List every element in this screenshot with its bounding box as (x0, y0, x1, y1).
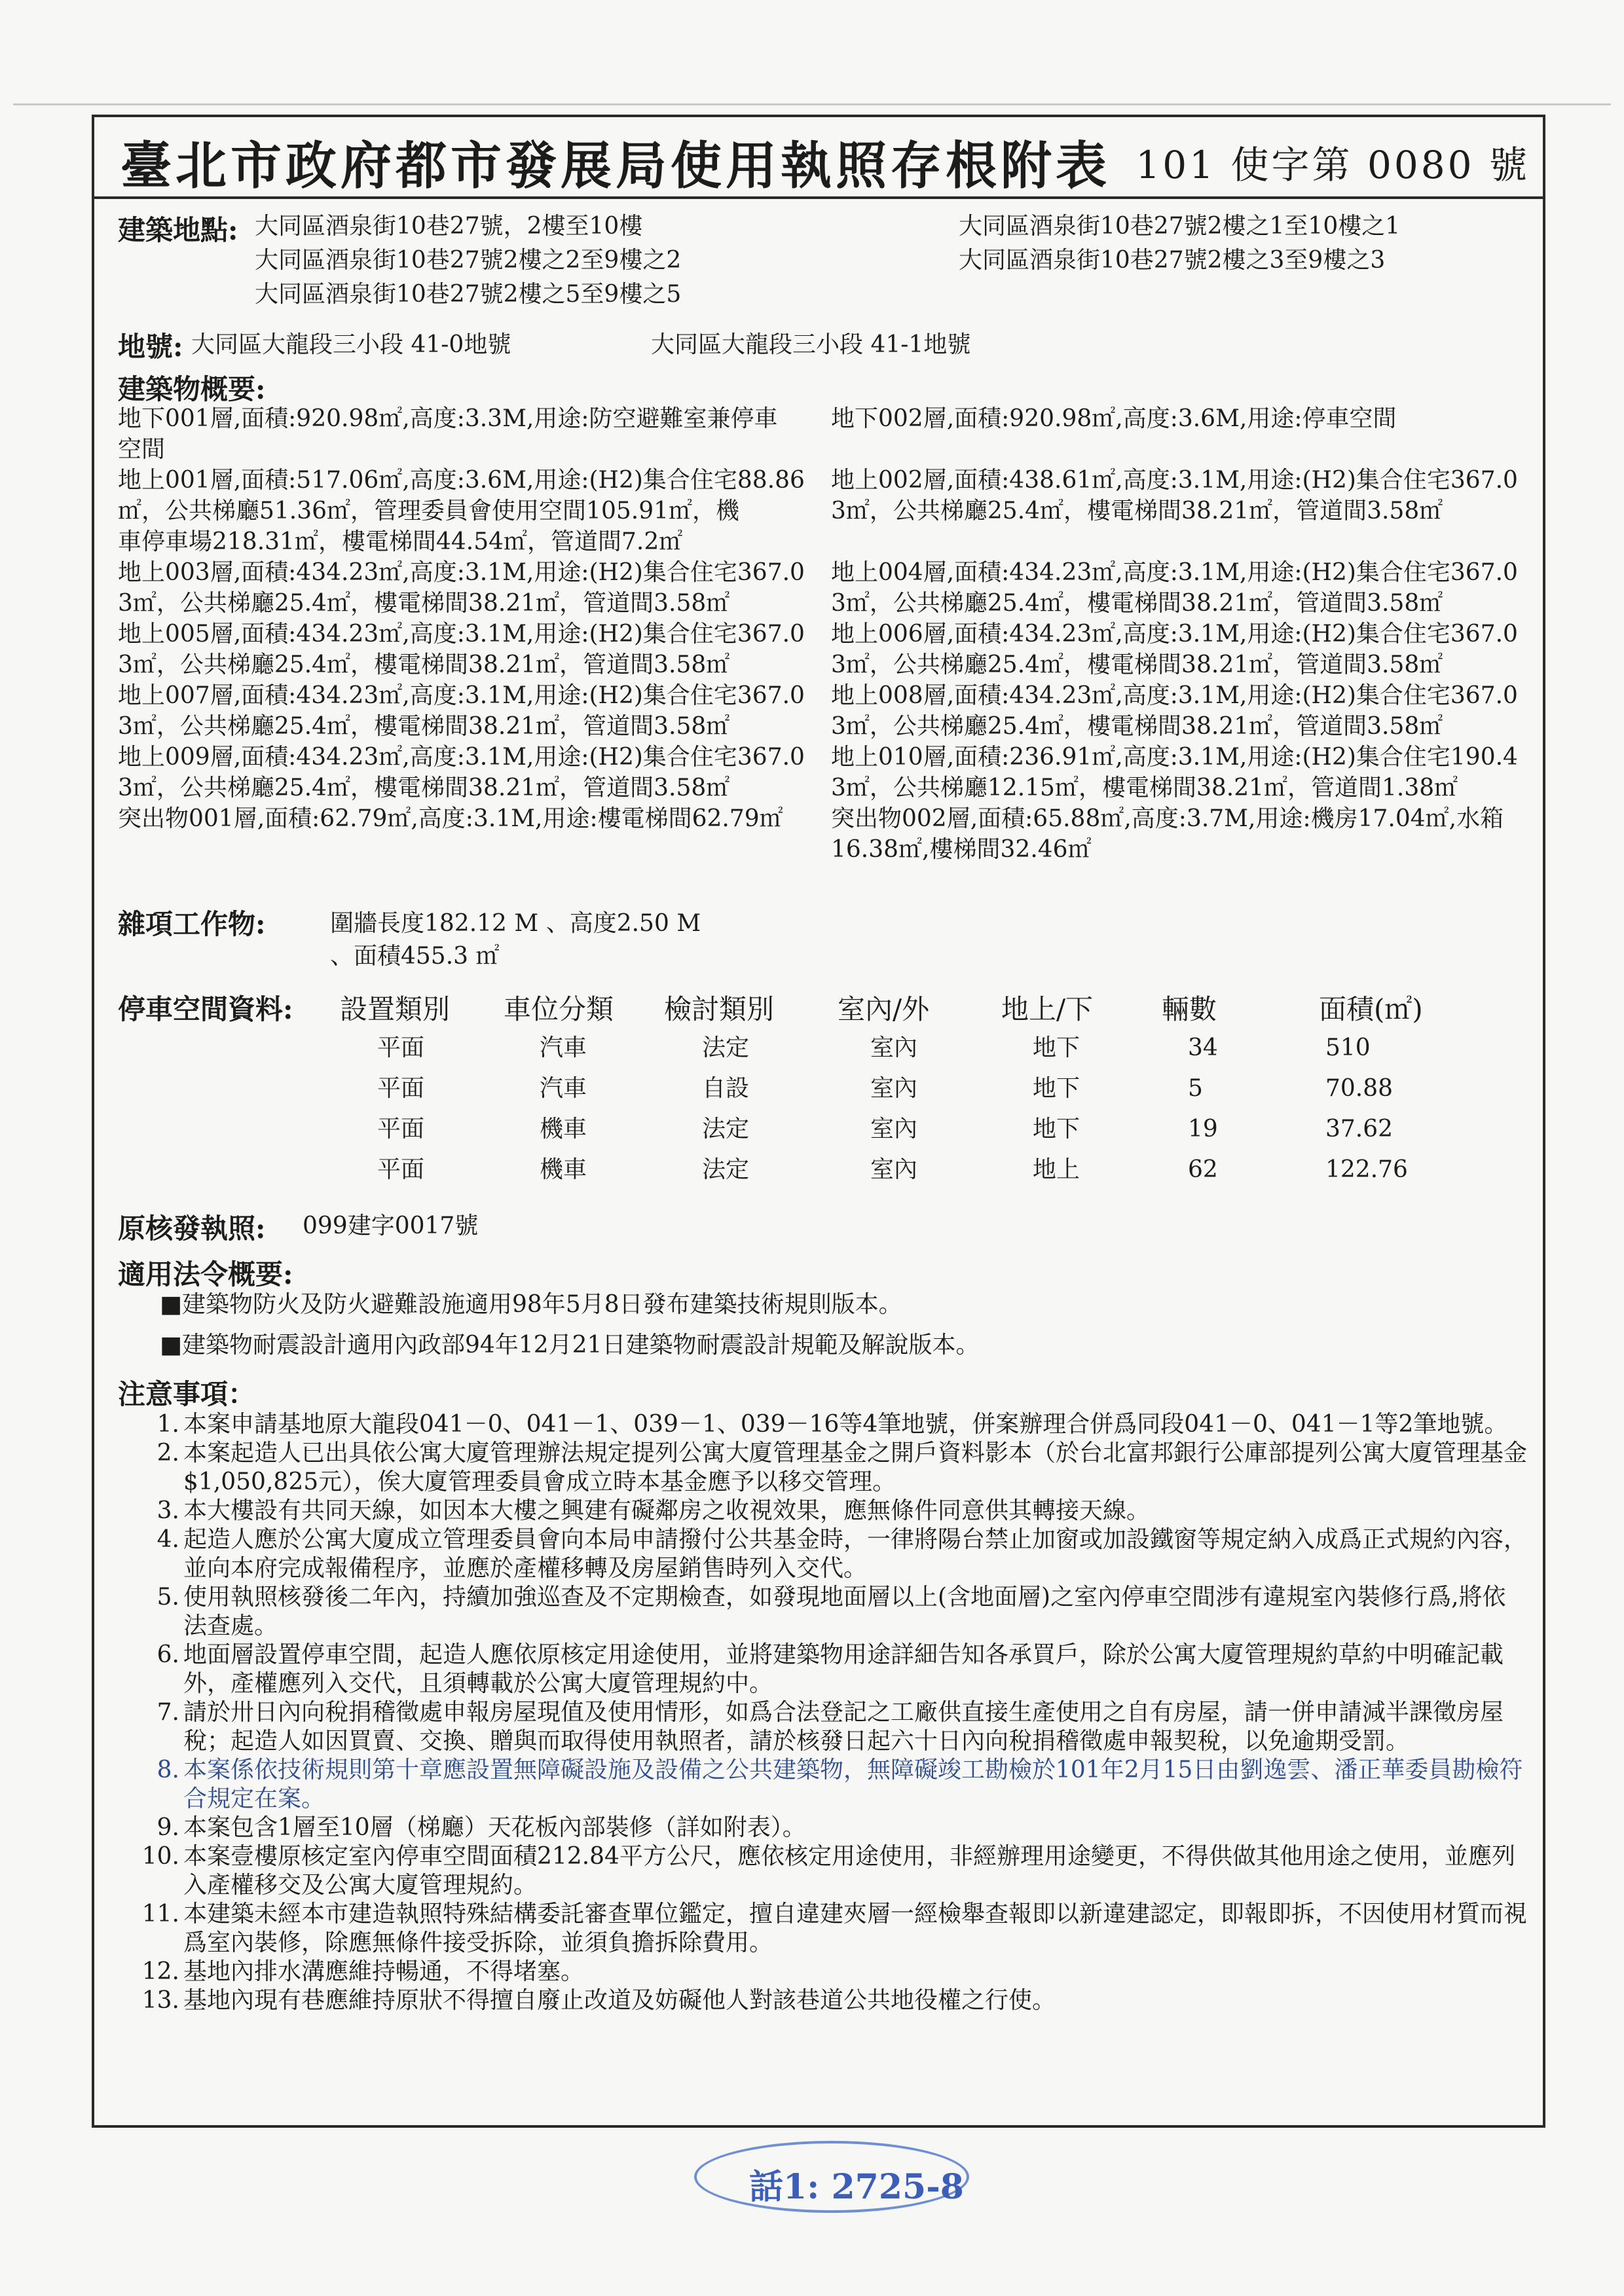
building-line: 地下002層,面積:920.98㎡,高度:3.6M,用途:停車空間 (831, 405, 1397, 432)
parking-cell: 37.62 (1325, 1116, 1393, 1142)
parking-cell: 室內 (870, 1156, 918, 1183)
building-line: 3㎡，公共梯廳25.4㎡，樓電梯間38.21㎡，管道間3.58㎡ (118, 590, 730, 617)
permit-number: 101 使字第 0080 號 (1135, 143, 1530, 187)
parking-header: 室內/外 (838, 993, 930, 1025)
list-item: 5. 使用執照核發後二年內，持續加強巡查及不定期檢查，如發現地面層以上(含地面層)之室內停車空間涉有違規室內裝修行爲,將依法查處。 (134, 1583, 1528, 1641)
building-line: 3㎡，公共梯廳25.4㎡，樓電梯間38.21㎡，管道間3.58㎡ (118, 774, 730, 801)
list-item: 11. 本建築未經本市建造執照特殊結構委託審查單位鑑定，擅自違建夾層一經檢舉查報即以新違建認定，即報即拆，不因使用材質而視爲室內裝修，除應無條件接受拆除，並須負擔拆除費用。 (141, 1901, 1528, 1956)
regulation-item: ■建築物耐震設計適用內政部94年12月21日建築物耐震設計規範及解說版本。 (160, 1332, 980, 1358)
building-line: 3㎡，公共梯廳25.4㎡，樓電梯間38.21㎡，管道間3.58㎡ (831, 713, 1443, 740)
building-line: 地上003層,面積:434.23㎡,高度:3.1M,用途:(H2)集合住宅367.0 (118, 559, 805, 586)
regulations-label: 適用法令概要: (118, 1258, 293, 1290)
lot-number: 大同區大龍段三小段 41-1地號 (651, 331, 971, 358)
list-item: 9. 本案包含1層至10層（梯廳）天花板內部裝修（詳如附表）。 (157, 1814, 806, 1841)
parking-cell: 70.88 (1325, 1075, 1393, 1102)
list-item: 3. 本大樓設有共同天線，如因本大樓之興建有礙鄰房之收視效果，應無條件同意供其轉接天線。 (157, 1497, 1151, 1524)
parking-cell: 汽車 (540, 1034, 587, 1061)
note-text: 本案係依技術規則第十章應設置無障礙設施及設備之公共建築物，無障礙竣工勘檢於101年2月15日由劉逸雲、潘正華委員勘檢符合規定在案。 (183, 1757, 1523, 1812)
parking-cell: 自設 (702, 1075, 750, 1102)
building-line: 車停車場218.31㎡，樓電梯間44.54㎡，管道間7.2㎡ (118, 528, 683, 555)
parking-header: 輛數 (1162, 993, 1217, 1025)
note-text: 基地內排水溝應維持暢通，不得堵塞。 (183, 1958, 585, 1985)
parking-cell: 62 (1188, 1156, 1218, 1183)
parking-header: 車位分類 (504, 993, 614, 1025)
misc-label: 雜項工作物: (118, 908, 266, 940)
title-bar (94, 117, 1543, 199)
original-permit-value: 099建字0017號 (303, 1212, 479, 1239)
parking-header: 面積(㎡) (1319, 993, 1423, 1025)
building-line: 3㎡，公共梯廳25.4㎡，樓電梯間38.21㎡，管道間3.58㎡ (831, 651, 1443, 678)
note-text: 本建築未經本市建造執照特殊結構委託審查單位鑑定，擅自違建夾層一經檢舉查報即以新違建認定，即報即拆，不因使用材質而視爲室內裝修，除應無條件接受拆除，並須負擔拆除費用。 (183, 1901, 1528, 1956)
parking-cell: 平面 (377, 1116, 425, 1142)
location-line: 大同區酒泉街10巷27號，2樓至10樓 (255, 213, 643, 240)
building-line: 地上010層,面積:236.91㎡,高度:3.1M,用途:(H2)集合住宅190.4 (831, 744, 1518, 771)
parking-cell: 平面 (377, 1156, 425, 1183)
parking-cell: 法定 (702, 1034, 750, 1061)
building-left-column (118, 403, 851, 834)
parking-cell: 室內 (870, 1034, 918, 1061)
parking-header: 檢討類別 (664, 993, 775, 1025)
notes-label: 注意事項： (118, 1378, 256, 1410)
note-text: 基地內現有巷應維持原狀不得擅自廢止改道及妨礙他人對該巷道公共地役權之行使。 (183, 1987, 1056, 2014)
building-line: 地下001層,面積:920.98㎡,高度:3.3M,用途:防空避難室兼停車 (118, 405, 778, 432)
location-line: 大同區酒泉街10巷27號2樓之3至9樓之3 (959, 247, 1386, 274)
parking-cell: 平面 (377, 1075, 425, 1102)
building-line (831, 434, 1538, 465)
parking-cell: 510 (1325, 1034, 1371, 1061)
building-line: 16.38㎡,樓梯間32.46㎡ (831, 836, 1092, 863)
building-line: ㎡，公共梯廳51.36㎡，管理委員會使用空間105.91㎡，機 (118, 498, 740, 524)
building-right-column (831, 403, 1538, 865)
parking-cell: 室內 (870, 1075, 918, 1102)
note-text: 地面層設置停車空間，起造人應依原核定用途使用，並將建築物用途詳細告知各承買戶，除於公寓大廈管理規約草約中明確記載外，產權應列入交代，且須轉載於公寓大廈管理規約中。 (183, 1641, 1504, 1697)
list-item: 12. 基地內排水溝應維持暢通，不得堵塞。 (141, 1958, 585, 1985)
building-line: 3㎡，公共梯廳25.4㎡，樓電梯間38.21㎡，管道間3.58㎡ (118, 651, 730, 678)
parking-cell: 地下 (1033, 1034, 1080, 1061)
note-text: 本案起造人已出具依公寓大廈管理辦法規定提列公寓大廈管理基金之開戶資料影本（於台北富邦銀行公庫部提列公寓大廈管理基金$1,050,825元），俟大廈管理委員會成立時本基金應予以移交管理。 (183, 1440, 1528, 1495)
building-line: 空間 (118, 436, 166, 463)
note-text: 本案包含1層至10層（梯廳）天花板內部裝修（詳如附表）。 (183, 1814, 806, 1841)
location-label: 建築地點: (118, 214, 238, 246)
parking-cell: 19 (1188, 1116, 1218, 1142)
building-label: 建築物概要: (118, 373, 266, 405)
note-text: 起造人應於公寓大廈成立管理委員會向本局申請撥付公共基金時，一律將陽台禁止加窗或加設鐵窗等規定納入成爲正式規約內容，並向本府完成報備程序，並應於產權移轉及房屋銷售時列入交代。 (183, 1526, 1528, 1582)
building-line: 突出物002層,面積:65.88㎡,高度:3.7M,用途:機房17.04㎡,水箱 (831, 805, 1504, 832)
lot-number: 大同區大龍段三小段 41-0地號 (191, 331, 511, 358)
parking-cell: 地上 (1033, 1156, 1080, 1183)
building-line: 3㎡，公共梯廳12.15㎡，樓電梯間38.21㎡，管道間1.38㎡ (831, 774, 1458, 801)
parking-cell: 機車 (540, 1156, 587, 1183)
location-line: 大同區酒泉街10巷27號2樓之5至9樓之5 (255, 281, 682, 308)
regulation-item: ■建築物防火及防火避難設施適用98年5月8日發布建築技術規則版本。 (160, 1291, 902, 1318)
parking-header: 設置類別 (340, 993, 451, 1025)
list-item: 7. 請於卅日內向稅捐稽徵處申報房屋現值及使用情形，如爲合法登記之工廠供直接生產使用之自有房屋，請一併申請減半課徵房屋稅；起造人如因買賣、交換、贈與而取得使用執照者，請於核發日起六十日內向稅捐稽徵處申報契稅，以免逾期受罰。 (134, 1698, 1528, 1756)
misc-line: 、面積455.3 ㎡ (330, 943, 500, 970)
parking-cell: 法定 (702, 1156, 750, 1183)
building-line: 地上008層,面積:434.23㎡,高度:3.1M,用途:(H2)集合住宅367.0 (831, 682, 1518, 709)
location-line: 大同區酒泉街10巷27號2樓之2至9樓之2 (255, 247, 682, 274)
page-stamp (694, 2141, 969, 2213)
building-line: 地上006層,面積:434.23㎡,高度:3.1M,用途:(H2)集合住宅367.0 (831, 621, 1518, 647)
parking-cell: 平面 (377, 1034, 425, 1061)
parking-cell: 室內 (870, 1116, 918, 1142)
list-item: 8. 本案係依技術規則第十章應設置無障礙設施及設備之公共建築物，無障礙竣工勘檢於101年2月15日由劉逸雲、潘正華委員勘檢符合規定在案。 (134, 1756, 1528, 1813)
parking-cell: 地下 (1033, 1116, 1080, 1142)
document-frame (92, 115, 1545, 2128)
note-text: 本大樓設有共同天線，如因本大樓之興建有礙鄰房之收視效果，應無條件同意供其轉接天線。 (183, 1497, 1151, 1524)
scan-edge-line (13, 103, 1611, 105)
lot-label: 地號: (118, 331, 183, 363)
note-text: 本案申請基地原大龍段041－0、041－1、039－1、039－16等4筆地號，併案辦理合併爲同段041－0、041－1等2筆地號。 (183, 1411, 1508, 1438)
building-line: 地上002層,面積:438.61㎡,高度:3.1M,用途:(H2)集合住宅367.0 (831, 467, 1518, 494)
parking-header: 地上/下 (1001, 993, 1094, 1025)
building-line (831, 526, 1538, 557)
page-title: 臺北市政府都市發展局使用執照存根附表 (120, 136, 1111, 196)
building-line: 突出物001層,面積:62.79㎡,高度:3.1M,用途:樓電梯間62.79㎡ (118, 805, 783, 832)
parking-cell: 機車 (540, 1116, 587, 1142)
building-line: 地上007層,面積:434.23㎡,高度:3.1M,用途:(H2)集合住宅367.0 (118, 682, 805, 709)
list-item: 10. 本案壹樓原核定室內停車空間面積212.84平方公尺，應依核定用途使用，非經辦理用途變更，不得供做其他用途之使用，並應列入產權移交及公寓大廈管理規約。 (134, 1842, 1528, 1900)
original-permit-label: 原核發執照: (118, 1212, 266, 1245)
parking-cell: 汽車 (540, 1075, 587, 1102)
note-text: 請於卅日內向稅捐稽徵處申報房屋現值及使用情形，如爲合法登記之工廠供直接生產使用之自有房屋，請一併申請減半課徵房屋稅；起造人如因買賣、交換、贈與而取得使用執照者，請於核發日起六十日內向稅捐稽徵處申報契稅，以免逾期受罰。 (183, 1699, 1504, 1755)
note-text: 使用執照核發後二年內，持續加強巡查及不定期檢查，如發現地面層以上(含地面層)之室內停車空間涉有違規室內裝修行爲,將依法查處。 (183, 1584, 1506, 1639)
parking-cell: 地下 (1033, 1075, 1080, 1102)
list-item: 13. 基地內現有巷應維持原狀不得擅自廢止改道及妨礙他人對該巷道公共地役權之行使。 (141, 1987, 1056, 2014)
building-line: 3㎡，公共梯廳25.4㎡，樓電梯間38.21㎡，管道間3.58㎡ (831, 590, 1443, 617)
building-line: 3㎡，公共梯廳25.4㎡，樓電梯間38.21㎡，管道間3.58㎡ (118, 713, 730, 740)
notes-list (134, 1410, 1528, 2015)
list-item: 2. 本案起造人已出具依公寓大廈管理辦法規定提列公寓大廈管理基金之開戶資料影本（於台北富邦銀行公庫部提列公寓大廈管理基金$1,050,825元），俟大廈管理委員會成立時本基金應予以移交管理。 (157, 1440, 1528, 1495)
list-item: 6. 地面層設置停車空間，起造人應依原核定用途使用，並將建築物用途詳細告知各承買戶，除於公寓大廈管理規約草約中明確記載外，產權應列入交代，且須轉載於公寓大廈管理規約中。 (134, 1641, 1528, 1698)
misc-line: 圍牆長度182.12 M 、高度2.50 M (330, 910, 701, 937)
list-item: 4. 起造人應於公寓大廈成立管理委員會向本局申請撥付公共基金時，一律將陽台禁止加窗或加設鐵窗等規定納入成爲正式規約內容，並向本府完成報備程序，並應於產權移轉及房屋銷售時列入交代。 (157, 1526, 1528, 1582)
building-line: 地上009層,面積:434.23㎡,高度:3.1M,用途:(H2)集合住宅367.0 (118, 744, 805, 771)
note-text: 本案壹樓原核定室內停車空間面積212.84平方公尺，應依核定用途使用，非經辦理用途變更，不得供做其他用途之使用，並應列入產權移交及公寓大廈管理規約。 (183, 1843, 1515, 1899)
building-line: 3㎡，公共梯廳25.4㎡，樓電梯間38.21㎡，管道間3.58㎡ (831, 498, 1443, 524)
building-line: 地上004層,面積:434.23㎡,高度:3.1M,用途:(H2)集合住宅367.0 (831, 559, 1518, 586)
list-item: 1. 本案申請基地原大龍段041－0、041－1、039－1、039－16等4筆地號，併案辦理合併爲同段041－0、041－1等2筆地號。 (157, 1411, 1508, 1438)
parking-label: 停車空間資料: (118, 993, 293, 1025)
parking-cell: 5 (1188, 1075, 1203, 1102)
building-line: 地上001層,面積:517.06㎡,高度:3.6M,用途:(H2)集合住宅88.86 (118, 467, 805, 494)
location-line: 大同區酒泉街10巷27號2樓之1至10樓之1 (959, 213, 1401, 240)
stamp-text: 話1: 2725-8 (749, 2167, 964, 2207)
parking-cell: 法定 (702, 1116, 750, 1142)
building-line: 地上005層,面積:434.23㎡,高度:3.1M,用途:(H2)集合住宅367.0 (118, 621, 805, 647)
parking-cell: 122.76 (1325, 1156, 1408, 1183)
parking-cell: 34 (1188, 1034, 1218, 1061)
